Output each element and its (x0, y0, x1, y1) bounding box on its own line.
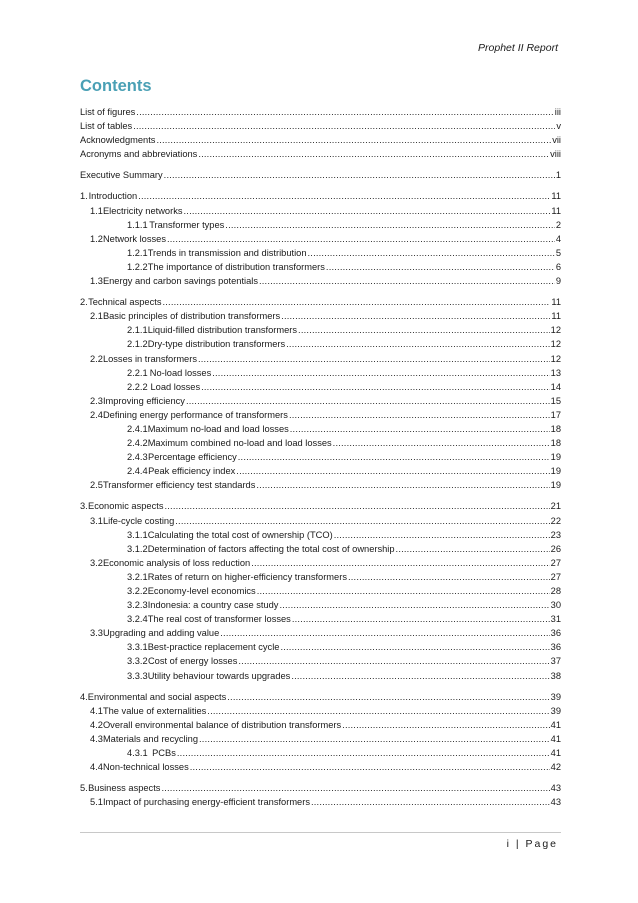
toc-entry[interactable] (80, 542, 561, 556)
toc-entry-page: 26 (550, 543, 561, 554)
toc-dot-leader (227, 690, 549, 704)
toc-entry[interactable] (80, 514, 561, 528)
toc-entry-page: 31 (550, 614, 561, 625)
toc-entry-page: 27 (550, 557, 561, 568)
toc-entry[interactable] (80, 584, 561, 598)
toc-entry-page: 39 (550, 705, 561, 716)
toc-entry-number: 4.3 (90, 733, 103, 744)
toc-entry-title: Trends in transmission and distribution (147, 247, 307, 258)
toc-entry-title: Improving efficiency (102, 395, 185, 406)
toc-entry-number: 3.2.4 (127, 614, 148, 625)
toc-entry-number: 4.1 (90, 705, 103, 716)
toc-dot-leader (290, 422, 550, 436)
toc-entry[interactable] (80, 626, 561, 640)
toc-group-gap (80, 288, 561, 295)
toc-dot-leader (162, 295, 550, 309)
running-header: Prophet II Report (478, 42, 558, 54)
toc-entry-number: 1.2 (90, 233, 103, 244)
footer-divider (80, 832, 561, 833)
toc-entry-title: Materials and recycling (102, 733, 199, 744)
toc-entry[interactable] (80, 147, 561, 161)
toc-entry-title: Utility behaviour towards upgrades (147, 670, 291, 681)
toc-entry-page: 28 (550, 586, 561, 596)
toc-entry[interactable] (80, 760, 561, 774)
toc-dot-leader (251, 556, 549, 570)
toc-entry-number: 2.4.3 (127, 452, 148, 463)
toc-entry-title: Dry-type distribution transformers (147, 339, 286, 350)
toc-entry-title: Rates of return on higher-efficiency transformers (147, 571, 347, 582)
toc-entry-title: Basic principles of distribution transformers (102, 311, 281, 322)
toc-entry[interactable] (80, 795, 561, 809)
toc-entry-page: 18 (550, 423, 561, 434)
toc-entry[interactable] (80, 408, 561, 422)
toc-dot-leader (280, 640, 549, 654)
toc-dot-leader (291, 669, 549, 683)
toc-dot-leader (348, 570, 550, 584)
toc-entry-page: 43 (550, 797, 561, 808)
toc-entry-title: Acronyms and abbreviations (80, 149, 198, 160)
toc-entry[interactable] (80, 528, 561, 542)
toc-entry-number: 5.1 (90, 797, 103, 808)
toc-entry-number: 1.2.1 (127, 247, 148, 258)
toc-entry-page: 9 (555, 276, 561, 287)
toc-dot-leader (334, 528, 550, 542)
toc-dot-leader (164, 499, 549, 513)
toc-entry-number: 3.1.1 (127, 529, 148, 540)
toc-entry-title: Network losses (102, 233, 166, 244)
toc-entry-title: Liquid-filled distribution transformers (147, 325, 298, 336)
toc-entry-number: 5. (80, 783, 88, 794)
toc-entry-title: Electricity networks (102, 205, 183, 216)
toc-entry-page: 12 (550, 325, 561, 336)
toc-entry-number: 4. (80, 691, 88, 702)
toc-entry-title: The real cost of transformer losses (147, 614, 291, 625)
toc-entry-page: 36 (550, 628, 561, 639)
toc-dot-leader (308, 246, 555, 260)
toc-entry-title: Upgrading and adding value (102, 628, 220, 639)
toc-dot-leader (396, 542, 550, 556)
toc-entry-page: 41 (550, 748, 561, 759)
toc-entry[interactable] (80, 464, 561, 478)
toc-dot-leader (164, 168, 555, 182)
toc-entry-page: 18 (550, 438, 561, 449)
toc-group-gap (80, 182, 561, 189)
toc-entry[interactable] (80, 274, 561, 288)
toc-entry[interactable] (80, 309, 561, 323)
toc-dot-leader (220, 626, 549, 640)
toc-entry[interactable] (80, 598, 561, 612)
toc-entry[interactable] (80, 640, 561, 654)
toc-entry-page: 19 (550, 480, 561, 491)
toc-entry-number: 3.1 (90, 515, 103, 526)
toc-entry-page: 11 (551, 311, 561, 322)
toc-dot-leader (133, 119, 555, 133)
toc-entry[interactable] (80, 654, 561, 668)
toc-entry-number: 3.3.3 (127, 670, 148, 681)
toc-entry-page: 41 (550, 719, 561, 730)
toc-dot-leader (175, 514, 549, 528)
toc-entry-page: 38 (550, 670, 561, 681)
toc-entry-number: 2.4.2 (127, 438, 148, 449)
toc-entry-page: 12 (550, 353, 561, 364)
toc-entry-number: 2.2 (90, 353, 103, 364)
toc-entry[interactable] (80, 204, 561, 218)
toc-entry-page: 11 (551, 191, 561, 202)
toc-entry[interactable] (80, 295, 561, 309)
toc-entry-number: 2.1.1 (127, 325, 148, 336)
toc-dot-leader (161, 781, 549, 795)
toc-entry-number: 2.4 (90, 409, 103, 420)
toc-entry-title: Load losses (150, 381, 201, 392)
toc-entry-number: 3.2.3 (127, 600, 148, 611)
toc-dot-leader (259, 274, 555, 288)
toc-entry-title: Determination of factors affecting the total cost of ownership (147, 543, 395, 554)
toc-entry-number: 2.1 (90, 311, 103, 322)
toc-entry-title: Impact of purchasing energy-efficient transformers (102, 797, 310, 808)
toc-dot-leader (199, 732, 550, 746)
toc-entry-title: Executive Summary (80, 170, 163, 181)
toc-entry-number: 1. (80, 191, 88, 202)
toc-entry-page: 17 (550, 409, 561, 420)
toc-dot-leader (190, 760, 550, 774)
toc-entry-page: 11 (551, 297, 561, 308)
toc-entry[interactable] (80, 394, 561, 408)
toc-dot-leader (236, 464, 549, 478)
toc-entry-page: 22 (550, 515, 561, 526)
toc-dot-leader (212, 366, 549, 380)
toc-entry-page: 4 (555, 233, 561, 244)
toc-dot-leader (201, 380, 550, 394)
toc-dot-leader (184, 204, 551, 218)
toc-entry-page: 19 (550, 452, 561, 463)
toc-dot-leader (225, 218, 555, 232)
toc-entry-number: 3.3 (90, 628, 103, 639)
toc-entry-page: 27 (550, 571, 561, 582)
toc-dot-leader (138, 189, 550, 203)
toc-entry-number: 1.3 (90, 276, 103, 287)
toc-entry[interactable] (80, 380, 561, 394)
toc-entry-title: Peak efficiency index (148, 466, 236, 477)
toc-entry[interactable] (80, 746, 561, 760)
toc-entry[interactable] (80, 366, 561, 380)
toc-entry[interactable] (80, 478, 561, 492)
toc-dot-leader (198, 147, 549, 161)
toc-entry-title: Economy-level economics (147, 586, 256, 596)
toc-entry[interactable] (80, 337, 561, 351)
toc-dot-leader (177, 746, 550, 760)
toc-entry-title: Transformer types (149, 219, 225, 230)
toc-entry-number: 2.2.1 (127, 367, 148, 378)
toc-dot-leader (342, 718, 550, 732)
toc-entry-number: 2. (80, 297, 88, 308)
toc-group-gap (80, 774, 561, 781)
toc-dot-leader (156, 133, 551, 147)
toc-entry-title: Losses in transformers (102, 353, 197, 364)
toc-dot-leader (333, 436, 550, 450)
toc-entry[interactable] (80, 570, 561, 584)
toc-entry-page: 37 (550, 656, 561, 667)
toc-entry[interactable] (80, 669, 561, 683)
toc-dot-leader (238, 654, 549, 668)
toc-entry-title: The value of externalities (102, 705, 207, 716)
toc-entry[interactable] (80, 189, 561, 203)
toc-entry[interactable] (80, 105, 561, 119)
toc-entry-title: Economic aspects (88, 501, 164, 512)
toc-entry-page: 13 (550, 367, 561, 378)
toc-entry-page: iii (554, 107, 561, 117)
toc-entry-page: viii (550, 149, 561, 160)
toc-entry-page: 12 (550, 339, 561, 350)
toc-entry-page: 39 (550, 691, 561, 702)
toc-entry-page: 2 (555, 219, 561, 230)
toc-entry-title: Acknowledgments (80, 135, 156, 146)
toc-dot-leader (286, 337, 550, 351)
toc-entry-number: 2.3 (90, 395, 103, 406)
toc-entry-number: 3.3.2 (127, 656, 148, 667)
toc-entry-page: 30 (550, 600, 561, 611)
toc-entry-page: 11 (551, 205, 561, 216)
toc-entry-page: 41 (550, 733, 561, 744)
toc-entry-number: 3.3.1 (127, 642, 148, 653)
toc-dot-leader (257, 584, 550, 598)
toc-entry-page: 5 (555, 247, 561, 258)
toc-entry-title: Business aspects (88, 783, 161, 794)
toc-entry[interactable] (80, 718, 561, 732)
toc-entry-title: Calculating the total cost of ownership (TCO) (147, 529, 333, 540)
toc-entry-number: 3.2.1 (127, 571, 148, 582)
toc-dot-leader (167, 232, 555, 246)
toc-entry-title: Indonesia: a country case study (147, 600, 279, 611)
toc-entry[interactable] (80, 436, 561, 450)
toc-entry-title: Cost of energy losses (147, 656, 238, 667)
toc-dot-leader (207, 704, 549, 718)
toc-entry[interactable] (80, 612, 561, 626)
toc-dot-leader (298, 323, 550, 337)
toc-entry-number: 3.2 (90, 557, 103, 568)
toc-entry-page: 43 (550, 783, 561, 794)
toc-entry[interactable] (80, 119, 561, 133)
toc-group-gap (80, 492, 561, 499)
toc-entry-title: Environmental and social aspects (87, 691, 227, 702)
toc-entry-number: 4.4 (90, 762, 103, 773)
toc-entry[interactable] (80, 704, 561, 718)
table-of-contents (80, 105, 561, 809)
toc-entry[interactable] (80, 781, 561, 795)
toc-entry-page: 19 (550, 466, 561, 477)
toc-entry-number: 1.1.1 (127, 219, 148, 230)
toc-entry-title: List of figures (80, 107, 136, 117)
toc-entry-title: PCBs (152, 748, 176, 759)
toc-entry-number: 3.2.2 (127, 586, 148, 596)
toc-entry-title: No-load losses (149, 367, 212, 378)
toc-entry-number: 4.2 (90, 719, 103, 730)
toc-entry-page: vii (552, 135, 561, 146)
toc-entry-page: v (556, 121, 561, 132)
toc-entry-page: 23 (550, 529, 561, 540)
toc-dot-leader (238, 450, 550, 464)
toc-dot-leader (311, 795, 550, 809)
toc-entry[interactable] (80, 168, 561, 182)
toc-dot-leader (136, 105, 554, 119)
toc-entry-title: Percentage efficiency (148, 452, 237, 463)
toc-entry[interactable] (80, 556, 561, 570)
toc-entry[interactable] (80, 218, 561, 232)
toc-entry-title: Life-cycle costing (102, 515, 175, 526)
toc-entry-number: 2.2.2 (127, 381, 148, 392)
toc-entry-number: 1.2.2 (127, 261, 148, 272)
toc-group-gap (80, 161, 561, 168)
toc-dot-leader (326, 260, 555, 274)
toc-entry[interactable] (80, 499, 561, 513)
toc-entry-title: Economic analysis of loss reduction (102, 557, 251, 568)
toc-entry-title: Energy and carbon savings potentials (102, 276, 258, 287)
toc-entry[interactable] (80, 260, 561, 274)
toc-entry[interactable] (80, 133, 561, 147)
toc-entry[interactable] (80, 323, 561, 337)
toc-entry-page: 21 (550, 501, 561, 512)
toc-entry-title: Defining energy performance of transformers (102, 409, 288, 420)
toc-entry-number: 2.5 (90, 480, 103, 491)
toc-entry-title: Technical aspects (88, 297, 162, 308)
toc-entry-page: 36 (550, 642, 561, 653)
toc-entry[interactable] (80, 690, 561, 704)
toc-entry-number: 4.3.1 (127, 748, 148, 759)
toc-entry-number: 3.1.2 (127, 543, 148, 554)
toc-entry[interactable] (80, 246, 561, 260)
page-title: Contents (80, 77, 152, 95)
toc-entry-number: 2.4.4 (127, 466, 148, 477)
toc-entry-title: Transformer efficiency test standards (102, 480, 256, 491)
toc-dot-leader (292, 612, 550, 626)
toc-entry-title: Maximum combined no-load and load losses (147, 438, 332, 449)
toc-entry-page: 42 (550, 762, 561, 773)
toc-entry[interactable] (80, 732, 561, 746)
toc-dot-leader (256, 478, 549, 492)
toc-dot-leader (289, 408, 550, 422)
toc-dot-leader (198, 352, 550, 366)
toc-entry-page: 15 (550, 395, 561, 406)
toc-entry-number: 2.4.1 (127, 423, 148, 434)
page-number-footer: i | Page (506, 838, 558, 850)
toc-entry[interactable] (80, 232, 561, 246)
toc-entry-title: Maximum no-load and load losses (147, 423, 289, 434)
toc-group-gap (80, 683, 561, 690)
toc-entry[interactable] (80, 352, 561, 366)
toc-entry-title: Non-technical losses (102, 762, 189, 773)
toc-entry-title: Best-practice replacement cycle (147, 642, 280, 653)
toc-entry[interactable] (80, 450, 561, 464)
toc-dot-leader (279, 598, 549, 612)
toc-dot-leader (281, 309, 550, 323)
toc-entry[interactable] (80, 422, 561, 436)
toc-entry-page: 14 (550, 381, 561, 392)
toc-dot-leader (186, 394, 550, 408)
toc-entry-title: The importance of distribution transformers (147, 261, 325, 272)
toc-entry-number: 3. (80, 501, 88, 512)
toc-entry-title: Overall environmental balance of distribution transformers (102, 719, 342, 730)
toc-entry-page: 1 (555, 170, 561, 181)
toc-entry-title: Introduction (88, 191, 138, 202)
toc-entry-number: 2.1.2 (127, 339, 148, 350)
toc-entry-page: 6 (555, 261, 561, 272)
toc-entry-number: 1.1 (90, 205, 103, 216)
toc-entry-title: List of tables (80, 121, 133, 132)
